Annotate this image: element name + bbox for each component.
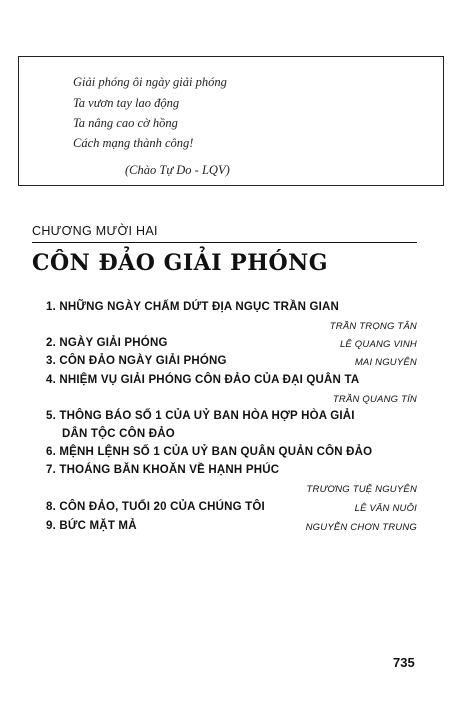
toc-item-3-author: MAI NGUYÊN <box>354 357 417 368</box>
toc-item-1-title[interactable]: 1. NHỮNG NGÀY CHẤM DỨT ĐỊA NGỤC TRẦN GIAN <box>46 301 340 313</box>
toc-item-2-author: LÊ QUANG VINH <box>339 339 417 350</box>
toc-item-5-title-continued[interactable]: DÂN TỘC CÔN ĐẢO <box>62 428 175 440</box>
toc-item-8-author: LÊ VĂN NUÔI <box>354 503 417 514</box>
toc-item-6-title[interactable]: 6. MỆNH LỆNH SỐ 1 CỦA UỶ BAN QUÂN QUẢN CÔN ĐẢO <box>46 446 373 458</box>
page-number: 735 <box>393 655 415 670</box>
chapter-title: CÔN ĐẢO GIẢI PHÓNG <box>32 250 329 276</box>
toc-item-1-author: TRẦN TRỌNG TÂN <box>329 321 417 332</box>
toc-item-4-author: TRẦN QUANG TÍN <box>332 394 417 405</box>
epigraph-line-3: Ta nâng cao cờ hồng <box>73 116 178 130</box>
epigraph-box <box>18 56 444 186</box>
toc-item-9-title[interactable]: 9. BỨC MẶT MẢ <box>46 520 137 532</box>
epigraph-line-2: Ta vươn tay lao động <box>73 96 180 110</box>
chapter-divider <box>32 242 417 243</box>
toc-item-5-title[interactable]: 5. THÔNG BÁO SỐ 1 CỦA UỶ BAN HÒA HỢP HÒA GIẢI <box>46 410 355 422</box>
epigraph-line-1: Giải phóng ôi ngày giải phóng <box>73 75 227 89</box>
toc-item-2-title[interactable]: 2. NGÀY GIẢI PHÓNG <box>46 337 168 349</box>
toc-item-7-title[interactable]: 7. THOÁNG BĂN KHOĂN VỀ HẠNH PHÚC <box>46 464 280 476</box>
toc-item-8-title[interactable]: 8. CÔN ĐẢO, TUỔI 20 CỦA CHÚNG TÔI <box>46 501 265 513</box>
toc-item-7-author: TRƯƠNG TUỆ NGUYÊN <box>306 484 417 495</box>
toc-item-4-title[interactable]: 4. NHIỆM VỤ GIẢI PHÓNG CÔN ĐẢO CỦA ĐẠI QUÂN TA <box>46 374 360 386</box>
toc-item-3-title[interactable]: 3. CÔN ĐẢO NGÀY GIẢI PHÓNG <box>46 355 227 367</box>
chapter-label: CHƯƠNG MƯỜI HAI <box>32 224 158 238</box>
epigraph-line-4: Cách mạng thành công! <box>73 136 194 150</box>
toc-item-9-author: NGUYỄN CHƠN TRUNG <box>305 522 417 533</box>
epigraph-attribution: (Chào Tự Do - LQV) <box>125 163 230 177</box>
